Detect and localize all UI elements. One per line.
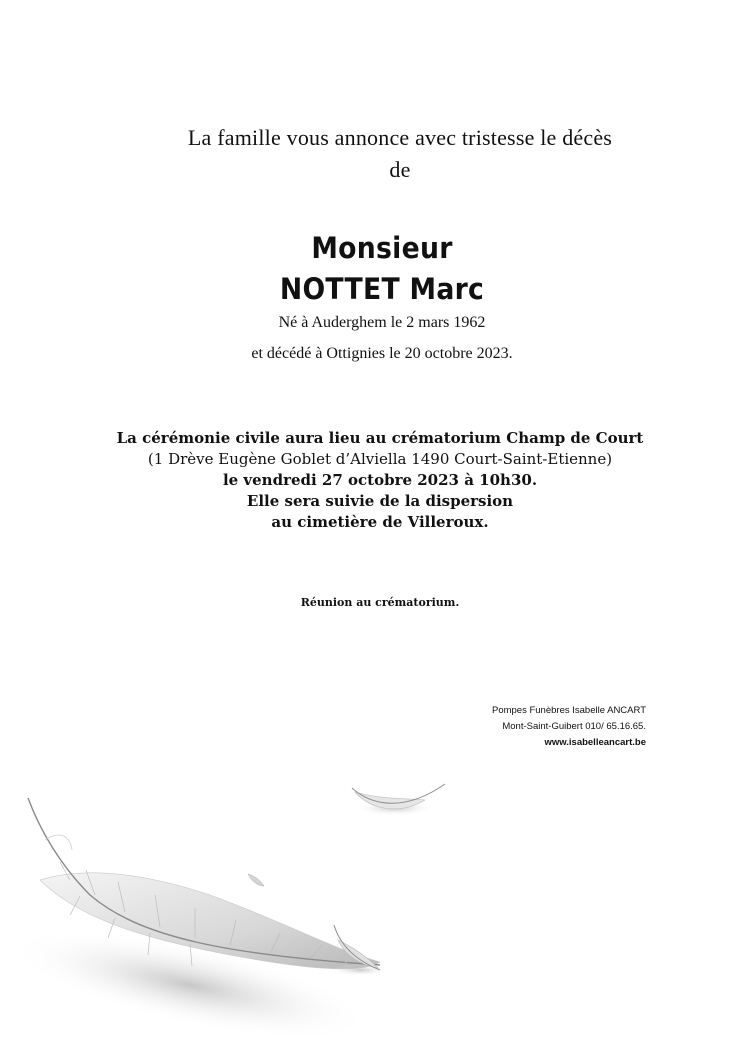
tiny-feather	[248, 874, 264, 886]
ceremony-block	[100, 428, 660, 533]
small-feather-top	[352, 784, 445, 816]
feathers-illustration	[0, 770, 744, 1053]
reunion-text: Réunion au crématorium.	[300, 596, 460, 609]
funeral-home-website: www.isabelleancart.be	[544, 737, 646, 748]
deceased-name: NOTTET Marc	[279, 272, 485, 306]
funeral-home-name: Pompes Funèbres Isabelle ANCART	[491, 705, 646, 716]
ceremony-line-5: au cimetière de Villeroux.	[271, 513, 489, 531]
ceremony-address: (1 Drève Eugène Goblet d’Alviella 1490 Court-Saint-Etienne)	[147, 450, 613, 468]
death-info: et décédé à Ottignies le 20 octobre 2023.	[251, 345, 513, 362]
ceremony-line-1: La cérémonie civile aura lieu au crématorium Champ de Court	[116, 429, 644, 447]
funeral-home-contact: Mont-Saint-Guibert 010/ 65.16.65.	[502, 721, 646, 732]
ceremony-line-4: Elle sera suivie de la dispersion	[246, 492, 514, 510]
ceremony-date: le vendredi 27 octobre 2023 à 10h30.	[222, 471, 538, 489]
announcement-line-1: La famille vous annonce avec tristesse le décès	[187, 125, 613, 150]
announcement-line-2: de	[389, 157, 411, 182]
funeral-home-info	[430, 703, 646, 751]
deceased-title: Monsieur	[311, 231, 453, 265]
birth-info: Né à Auderghem le 2 mars 1962	[278, 314, 486, 331]
announcement	[140, 122, 660, 186]
